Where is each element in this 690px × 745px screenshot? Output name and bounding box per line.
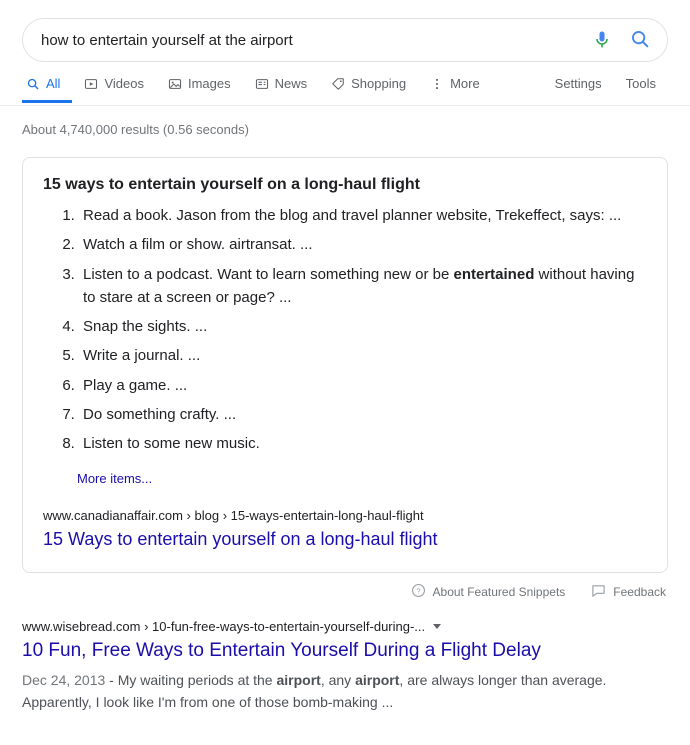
result-desc-bold1: airport [276,672,321,689]
list-item [79,204,647,227]
search-box[interactable] [22,18,668,62]
tab-news-label: News [274,76,308,91]
about-featured-snippets-link[interactable] [411,583,566,601]
result-stats: About 4,740,000 results (0.56 seconds) [22,122,249,137]
tag-icon [331,77,345,91]
featured-snippet-list [43,204,647,455]
featured-snippet-card [22,157,668,573]
tab-images[interactable] [156,76,243,103]
question-mark-icon [411,583,426,601]
list-item-text: Read a book. Jason from the blog and travel planner website, Trekeffect, says: ... [83,207,622,224]
feedback-label: Feedback [613,584,666,599]
featured-snippet-link[interactable]: 15 Ways to entertain yourself on a long-haul flight [43,529,438,550]
search-icon [629,28,651,53]
result-date: Dec 24, 2013 [22,672,106,689]
list-item [79,315,647,338]
tab-all-label: All [46,76,61,91]
list-item [79,233,647,256]
tab-all[interactable] [22,76,72,103]
result-url-row [22,619,668,634]
more-items-button[interactable]: More items... [77,471,153,487]
search-header [0,0,690,62]
list-item-text: Listen to some new music. [83,435,260,452]
tab-shopping[interactable] [319,76,418,103]
list-item-text: Do something crafty. ... [83,405,237,423]
feedback-button[interactable] [591,583,666,601]
list-item [79,374,647,397]
result-url: www.wisebread.com › 10-fun-free-ways-to-entertain-yourself-during-... [22,618,426,634]
featured-snippet-title: 15 ways to entertain yourself on a long-haul flight [43,176,420,193]
news-icon [255,77,269,91]
chevron-down-icon[interactable] [433,624,441,629]
microphone-icon [592,29,612,52]
image-icon [168,77,182,91]
search-icon [26,77,40,91]
featured-snippet-footer [0,583,666,601]
tab-news[interactable] [243,76,320,103]
settings-button[interactable]: Settings [554,76,602,91]
search-input[interactable] [41,32,583,49]
tab-images-label: Images [187,76,231,91]
result-desc-part2: , any [320,672,356,689]
result-desc-part3: , are always longer than average. Apparently, I look like I'm from one of those bomb-making ... [22,672,607,711]
tab-shopping-label: Shopping [351,76,407,91]
svg-text:?: ? [415,585,421,595]
tab-more[interactable] [418,76,492,103]
tab-more-label: More [450,76,480,91]
list-item-text: Watch a film or show. airtransat. ... [83,236,313,254]
list-item [79,344,647,367]
search-submit-button[interactable] [621,21,659,59]
list-item-text: Snap the sights. ... [83,318,208,335]
list-item-bold: entertained [453,265,535,283]
list-item-text: Listen to a podcast. Want to learn something new or be [83,265,454,283]
voice-search-button[interactable] [583,21,621,59]
tab-videos-label: Videos [104,76,144,91]
result-desc-bold2: airport [355,672,400,689]
more-vertical-icon [430,77,444,91]
result-description [22,669,652,713]
list-item-text: Play a game. ... [83,376,188,394]
about-featured-snippets-label: About Featured Snippets [432,584,566,599]
tools-button[interactable]: Tools [625,76,656,91]
video-icon [84,77,98,91]
list-item [79,403,647,426]
search-tabs [0,62,690,106]
list-item [79,432,647,455]
list-item-text-after: without having to stare at a screen or page? ... [83,265,635,306]
featured-snippet-url: www.canadianaffair.com › blog › 15-ways-entertain-long-haul-flight [43,508,424,524]
tab-videos[interactable] [72,76,156,103]
result-desc-part1: - My waiting periods at the [105,672,277,689]
list-item [79,263,647,310]
result-title-link[interactable]: 10 Fun, Free Ways to Entertain Yourself During a Flight Delay [22,639,541,661]
list-item-text: Write a journal. ... [83,347,201,365]
feedback-icon [591,583,606,601]
search-result [22,619,668,714]
